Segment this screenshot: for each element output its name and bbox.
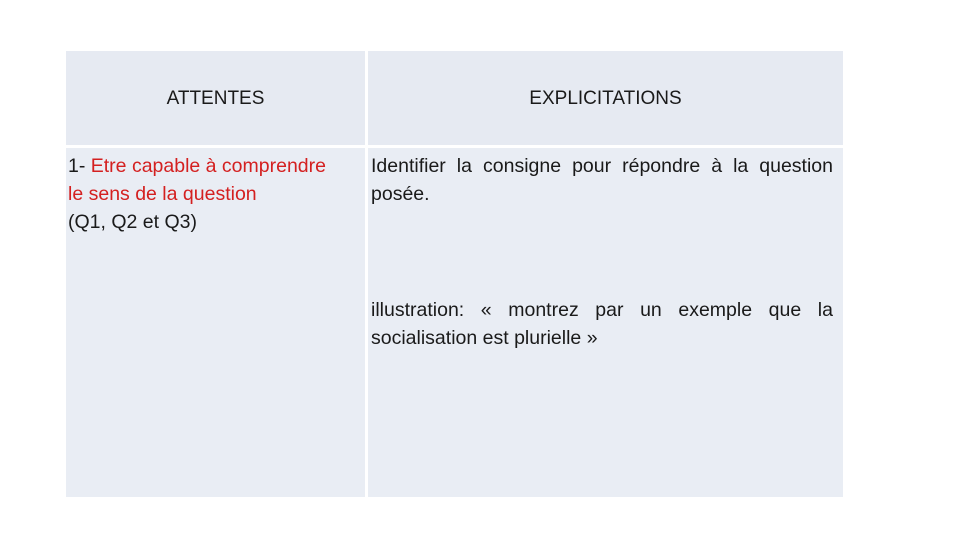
attentes-number: 1- [68, 155, 86, 177]
explicitations-cell [368, 148, 843, 497]
attentes-text-red-2: le sens de la question [68, 183, 257, 205]
header-attentes [66, 51, 368, 148]
explicitation-paragraph-2: illustration: « montrez par un exemple que la socialisation est plurielle » [371, 299, 833, 349]
header-attentes-label: ATTENTES [166, 88, 265, 109]
header-explicitations-label: EXPLICITATIONS [529, 88, 682, 109]
attentes-text-red-1: Etre capable à comprendre [85, 155, 326, 177]
header-explicitations [368, 51, 843, 148]
explicitation-paragraph-1: Identifier la consigne pour répondre à la question posée. [371, 155, 833, 205]
attentes-cell [66, 148, 368, 497]
attentes-line-1 [68, 152, 365, 180]
attentes-text-3: (Q1, Q2 et Q3) [68, 211, 197, 233]
content-table [66, 51, 843, 497]
